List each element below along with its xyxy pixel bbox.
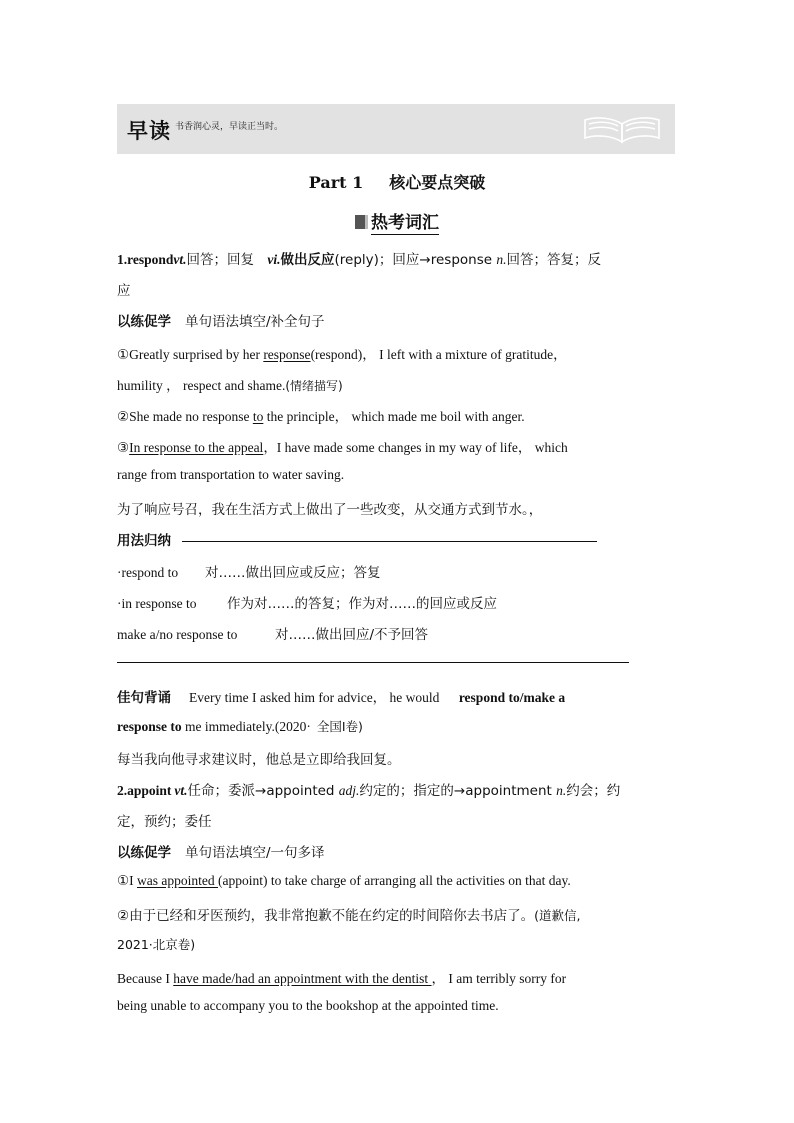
good-sentence: [117, 686, 565, 706]
entry1-sentence-3: [117, 436, 568, 456]
entry2-definition-cont: 定，预约；委任: [117, 814, 212, 830]
topic-tag: (道歉信,: [534, 908, 581, 923]
usage-item: [117, 592, 497, 612]
sentence-text: ②She made no response: [117, 409, 253, 424]
entry2-pos: adj.: [338, 783, 360, 798]
key-phrase: response to: [117, 719, 182, 734]
usage-meaning: 作为对……的答复；作为对……的回应或反应: [227, 596, 497, 612]
usage-item: [117, 561, 381, 581]
entry1-meaning: 做出反应: [280, 252, 335, 268]
part-title: 核心要点突破: [389, 173, 486, 192]
divider: [117, 662, 629, 663]
sentence-text: me immediately.(2020·: [181, 719, 311, 734]
entry2-definition: [117, 779, 620, 799]
answer-blank: to: [252, 409, 264, 424]
sentence-text: Because I: [117, 971, 174, 986]
entry2-sentence-2-source: 2021·北京卷): [117, 937, 196, 952]
section-heading: [0, 208, 794, 233]
practice-type: 单句语法填空/一句多译: [185, 845, 325, 861]
banner-title: 早读: [127, 119, 171, 143]
entry1-sentence-1: [117, 343, 567, 363]
sentence-text: ③: [117, 440, 130, 455]
entry1-definition: [117, 248, 601, 268]
topic-tag: (情绪描写): [285, 379, 343, 393]
sentence-text: ， I am terribly sorry for: [431, 971, 567, 986]
header-banner: [117, 104, 675, 154]
sentence-text: ①I: [117, 873, 137, 888]
practice-label: 以练促学: [117, 845, 171, 861]
section-title: 热考词汇: [371, 213, 439, 233]
practice-label: 以练促学: [117, 314, 171, 330]
entry2-pos: n.: [556, 783, 567, 798]
entry2-meaning: 任命；委派→appointed: [187, 783, 339, 799]
entry1-pos: n.: [496, 252, 507, 267]
sentence-text: (appoint) to take charge of arranging all the activities on that day.: [217, 873, 571, 888]
entry1-derivative: (reply)；回应→response: [334, 252, 497, 268]
entry1-sentence-3-cont: range from transportation to water saving.: [117, 467, 345, 482]
section-marker-icon: [355, 215, 368, 229]
divider: [182, 541, 597, 542]
practice-type: 单句语法填空/补全句子: [185, 314, 325, 330]
open-book-icon: [583, 112, 661, 146]
entry1-meaning: 回答；答复；反: [506, 252, 601, 268]
entry2-sentence-2-english: [117, 967, 566, 987]
entry1-practice-heading: [117, 310, 325, 330]
answer-blank: In response to the appeal: [129, 440, 264, 455]
usage-phrase: make a/no response to: [117, 627, 238, 642]
entry2-meaning: 约会；约: [566, 783, 621, 799]
key-phrase: respond to/make a: [458, 690, 566, 705]
entry1-meaning: 回答；回复: [186, 252, 255, 268]
entry2-sentence-2-english-cont: being unable to accompany you to the bookshop at the appointed time.: [117, 998, 499, 1013]
entry2-word: 2.appoint: [117, 783, 172, 798]
answer-blank: have made/had an appointment with the dentist: [173, 971, 432, 986]
part-heading: [0, 170, 794, 193]
sentence-text: ①Greatly surprised by her: [117, 347, 264, 362]
entry2-practice-heading: [117, 841, 325, 861]
usage-meaning: 对……做出回应或反应；答复: [205, 565, 381, 581]
good-sentence-translation: 每当我向他寻求建议时，他总是立即给我回复。: [117, 752, 401, 768]
usage-meaning: 对……做出回应/不予回答: [275, 627, 429, 643]
sentence-text: humility ， respect and shame.: [117, 378, 286, 393]
entry1-definition-cont: 应: [117, 283, 131, 299]
entry2-sentence-2: [117, 904, 580, 924]
good-sentence-cont: [117, 717, 363, 735]
good-sentence-label: 佳句背诵: [117, 690, 171, 706]
part-number: Part 1: [308, 173, 364, 192]
banner-subtitle: 书香润心灵，早读正当时。: [175, 122, 284, 132]
entry1-word: 1.respond: [117, 252, 174, 267]
entry2-sentence-1: [117, 873, 571, 889]
entry1-pos: vi.: [267, 252, 281, 267]
sentence-text: ②由于已经和牙医预约，我非常抱歉不能在约定的时间陪你去书店了。: [117, 908, 535, 924]
answer-blank: response: [263, 347, 311, 362]
entry1-sentence-1-cont: [117, 374, 343, 394]
entry1-pos: vt.: [173, 252, 187, 267]
usage-phrase: ·respond to: [117, 565, 179, 580]
sentence-text: ，I have made some changes in my way of life， which: [263, 440, 568, 455]
usage-phrase: ·in response to: [117, 596, 197, 611]
source-tag: 全国Ⅰ卷): [316, 719, 363, 734]
usage-item: [117, 623, 428, 643]
sentence-text: (respond)， I left with a mixture of gratitude，: [310, 347, 567, 362]
usage-heading: 用法归纳: [117, 533, 171, 549]
entry1-sentence-3-translation: 为了响应号召，我在生活方式上做出了一些改变，从交通方式到节水。，: [117, 502, 543, 518]
entry1-sentence-2: [117, 405, 525, 425]
entry2-pos: vt.: [174, 783, 188, 798]
sentence-text: the principle， which made me boil with anger.: [263, 409, 525, 424]
sentence-text: Every time I asked him for advice， he would: [189, 690, 443, 705]
answer-blank: was appointed: [136, 873, 218, 888]
entry2-meaning: 约定的；指定的→appointment: [359, 783, 557, 799]
